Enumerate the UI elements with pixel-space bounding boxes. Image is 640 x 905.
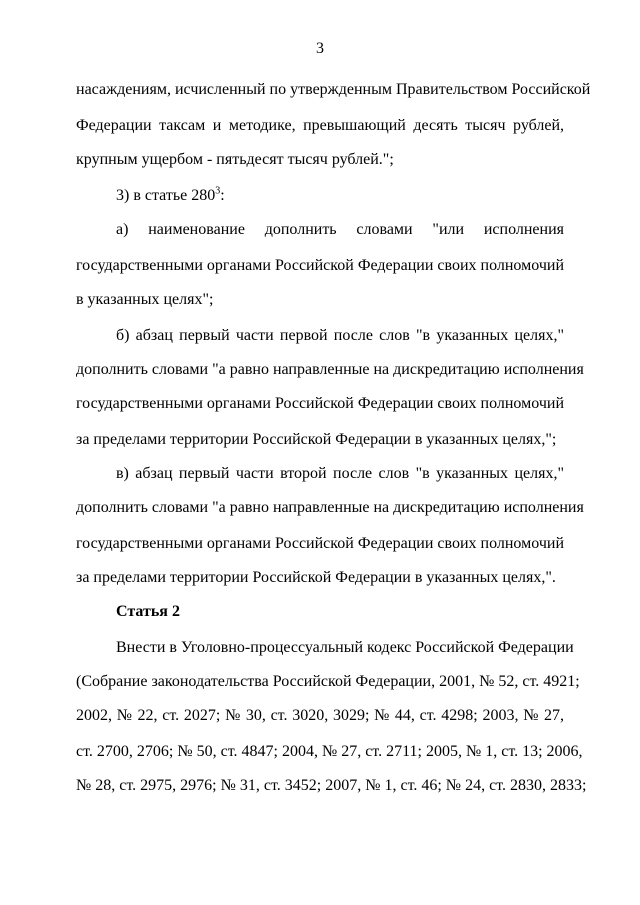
text-line: б) абзац первый части первой после слов "в указанных целях,": [116, 327, 564, 344]
text-line: 2002, № 22, ст. 2027; № 30, ст. 3020, 3029; № 44, ст. 4298; 2003, № 27,: [76, 707, 564, 724]
text-line: (Собрание законодательства Российской Федерации, 2001, № 52, ст. 4921;: [76, 673, 580, 690]
text-line: в указанных целях";: [76, 291, 214, 308]
text-line: дополнить словами "а равно направленные на дискредитацию исполнения: [76, 499, 584, 516]
list-item-heading: 3) в статье $280^3$:: [116, 185, 225, 204]
text-line: государственными органами Российской Федерации своих полномочий: [76, 257, 564, 274]
text-line: дополнить словами "а равно направленные на дискредитацию исполнения: [76, 361, 584, 378]
text-line: а) наименование дополнить словами "или исполнения: [116, 221, 564, 238]
article-superscript: 3: [215, 185, 221, 197]
text-line: за пределами территории Российской Федерации в указанных целях,";: [76, 431, 557, 448]
text-line: ст. 2700, 2706; № 50, ст. 4847; 2004, № 27, ст. 2711; 2005, № 1, ст. 13; 2006,: [76, 743, 583, 760]
text-line: государственными органами Российской Федерации своих полномочий: [76, 535, 564, 552]
text-line: Федерации таксам и методике, превышающий десять тысяч рублей,: [76, 117, 564, 134]
text-line: Внести в Уголовно-процессуальный кодекс Российской Федерации: [116, 639, 574, 656]
text-line: в) абзац первый части второй после слов "в указанных целях,": [116, 465, 564, 482]
article-heading: Статья 2: [116, 603, 180, 620]
text-line: насаждениям, исчисленный по утвержденным Правительством Российской: [76, 81, 591, 98]
text-line: за пределами территории Российской Федерации в указанных целях,".: [76, 569, 556, 586]
page-number: 3: [316, 40, 324, 57]
text-line: 3) в статье 280: [116, 187, 216, 204]
text-line: крупным ущербом - пятьдесят тысяч рублей.";: [76, 151, 394, 168]
text-line: № 28, ст. 2975, 2976; № 31, ст. 3452; 2007, № 1, ст. 46; № 24, ст. 2830, 2833;: [76, 777, 587, 794]
text-line: государственными органами Российской Федерации своих полномочий: [76, 395, 564, 412]
